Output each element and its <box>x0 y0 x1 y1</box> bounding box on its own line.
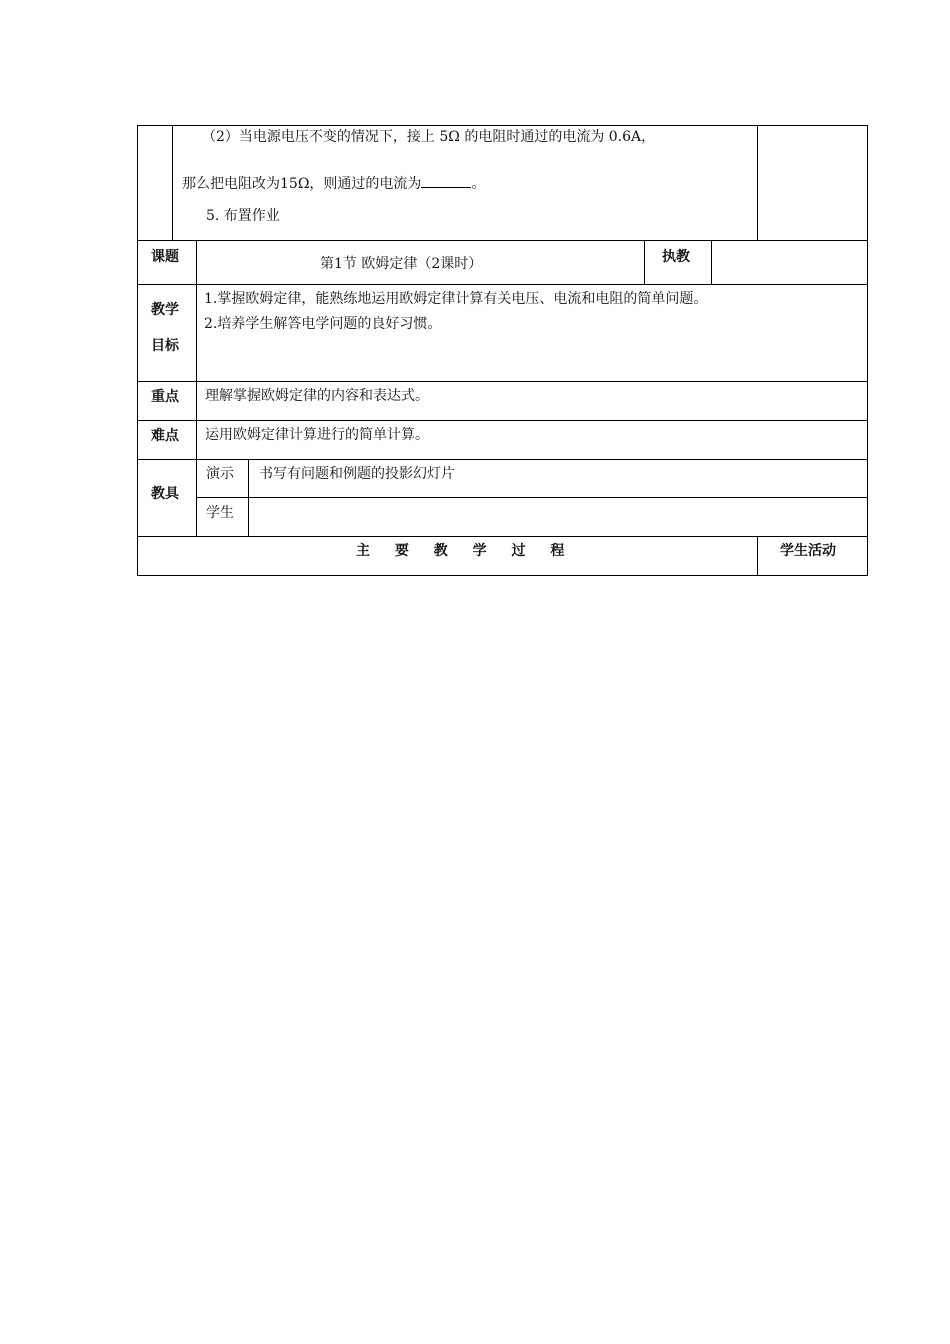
tools-label: 教具 <box>151 486 179 502</box>
demo-label: 演示 <box>206 466 234 482</box>
topic-value: 第1节 欧姆定律（2课时） <box>320 256 483 272</box>
key-label: 重点 <box>151 389 179 405</box>
divider <box>137 284 868 285</box>
divider <box>137 420 868 421</box>
question-2-line-2 <box>182 173 485 193</box>
teacher-label: 执教 <box>662 249 690 265</box>
student-label: 学生 <box>206 505 234 521</box>
divider <box>644 240 645 284</box>
homework-item: 5. 布置作业 <box>206 208 280 224</box>
activity-label: 学生活动 <box>780 543 836 559</box>
goal-item: 1.掌握欧姆定律，能熟练地运用欧姆定律计算有关电压、电流和电阻的简单问题。 <box>204 291 708 307</box>
divider <box>248 459 249 536</box>
divider <box>137 240 868 241</box>
divider <box>757 125 758 241</box>
divider <box>757 536 758 576</box>
goals-label-2: 目标 <box>151 338 179 354</box>
divider <box>172 125 173 241</box>
process-label: 主 要 教 学 过 程 <box>356 543 575 559</box>
goals-label-1: 教学 <box>151 302 179 318</box>
difficulty-value: 运用欧姆定律计算进行的简单计算。 <box>205 427 429 443</box>
topic-label: 课题 <box>151 249 179 265</box>
key-value: 理解掌握欧姆定律的内容和表达式。 <box>205 388 429 404</box>
answer-blank <box>421 173 471 188</box>
difficulty-label: 难点 <box>151 428 179 444</box>
divider <box>711 240 712 284</box>
divider <box>137 381 868 382</box>
question-2-line-1: （2）当电源电压不变的情况下，接上 5Ω 的电阻时通过的电流为 0.6A， <box>202 129 656 145</box>
question-2-end: 。 <box>471 176 486 192</box>
divider <box>137 459 868 460</box>
goal-item: 2.培养学生解答电学问题的良好习惯。 <box>204 316 442 332</box>
divider <box>196 497 868 498</box>
divider <box>137 536 868 537</box>
question-2-text: 那么把电阻改为15Ω，则通过的电流为 <box>182 176 422 192</box>
demo-value: 书写有问题和例题的投影幻灯片 <box>259 466 455 482</box>
